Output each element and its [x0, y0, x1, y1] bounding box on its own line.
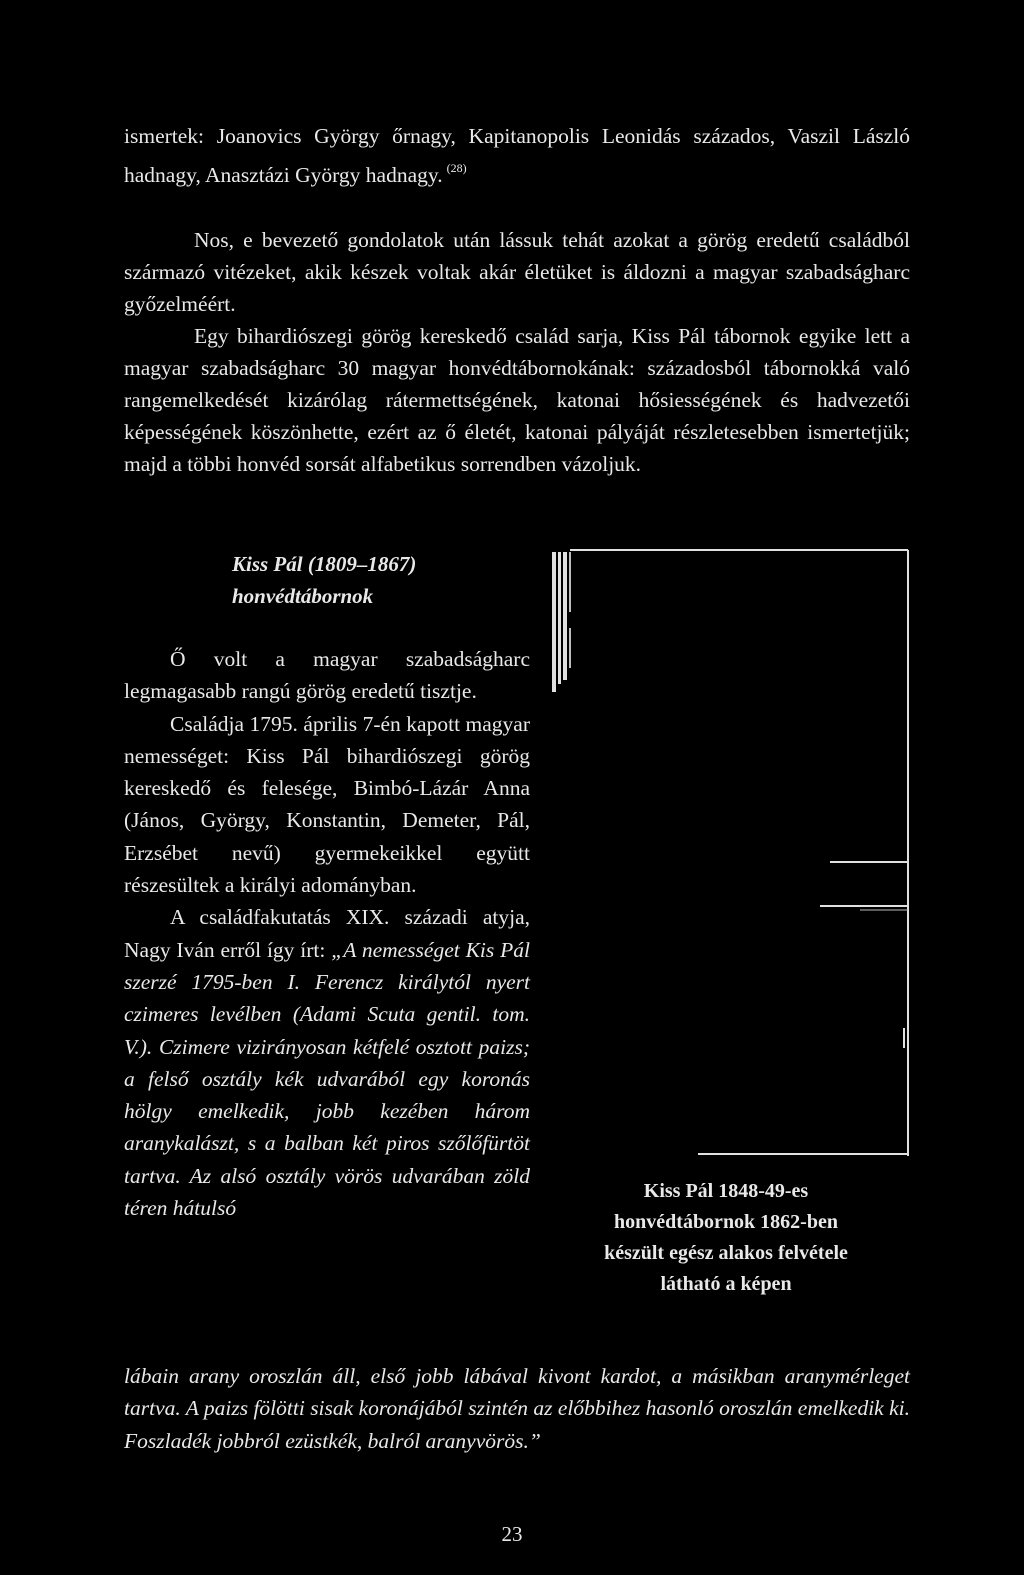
- biography-column: [124, 643, 530, 1224]
- intro-paragraph-3: Egy bihardiószegi görög kereskedő család sarja, Kiss Pál tábornok egyike lett a magyar szabadságharc 30 magyar honvédtábornokának: századosból tábornokká való rangemelkedését kizárólag rátermettségének, katonai hősiességének és hadvezetői képességének köszönhette, ezért az ő életét, katonai pályáját részletesebben ismertetjük; majd a többi honvéd sorsát alfabetikus sorrendben vázoljuk.: [124, 324, 910, 476]
- portrait-photo-placeholder: [540, 548, 912, 1160]
- bio-paragraph-1: Ő volt a magyar szabadságharc legmagasabb rangú görög eredetű tisztje.: [124, 647, 530, 704]
- section-title-name: Kiss Pál (1809–1867): [232, 552, 417, 576]
- section-title-rank: honvédtábornok: [232, 584, 374, 608]
- quote-continuation: lábain arany oroszlán áll, első jobb lábával kivont kardot, a másikban aranymérleget tartva. A paizs fölötti sisak koronájából szintén az előbbihez hasonló oroszlán emelkedik ki. Foszladék jobbról ezüstkék, balról aranyvörös.”: [124, 1364, 910, 1453]
- quote-text: „A nemességet Kis Pál szerzé 1795-ben I. Ferencz királytól nyert czimeres levélben (Adami Scuta gentil. tom. V.). Czimere vizirányosan kétfelé osztott paizs; a felső osztály kék udvarából egy koronás hölgy emelkedik, jobb kezében három aranykalászt, s a balban két piros szőlőfürtöt tartva. Az alsó osztály vörös udvarában zöld téren hátulsó: [124, 937, 530, 1221]
- bio-paragraph-2: Családja 1795. április 7-én kapott magyar nemességet: Kiss Pál bihardiószegi görög kereskedő és felesége, Bimbó-Lázár Anna (János, György, Konstantin, Demeter, Pál, Erzsébet nevű) gyermekeikkel együtt részesültek a királyi adományban.: [124, 711, 530, 898]
- intro-paragraph-1: ismertek: Joanovics György őrnagy, Kapitanopolis Leonidás százados, Vaszil László hadnagy, Anasztázi György hadnagy. $^{(28)}$: [124, 124, 910, 187]
- intro-text: [124, 120, 910, 480]
- page-number: 23: [501, 1522, 523, 1546]
- footnote-ref: (28): [446, 161, 467, 175]
- bio-paragraph-3: A családfakutatás XIX. századi atyja, Nagy Iván erről így írt: „A nemességet Kis Pál szerzé 1795-ben I. Ferencz királytól nyert czimeres levélben (Adami Scuta gentil. tom. V.). Czimere vizirányosan kétfelé osztott paizs; a felső osztály kék udvarából egy koronás hölgy emelkedik, jobb kezében három aranykalászt, s a balban két piros szőlőfürtöt tartva. Az alsó osztály vörös udvarában zöld téren hátulsó: [124, 905, 530, 1221]
- intro-paragraph-2: Nos, e bevezető gondolatok után lássuk tehát azokat a görög eredetű családból származó vitézeket, akik készek voltak akár életüket is áldozni a magyar szabadságharc győzelméért.: [124, 228, 910, 316]
- section-heading: [232, 548, 532, 612]
- photo-caption: Kiss Pál 1848-49-es honvédtábornok 1862-ben készült egész alakos felvétele látható a képen: [604, 1180, 848, 1295]
